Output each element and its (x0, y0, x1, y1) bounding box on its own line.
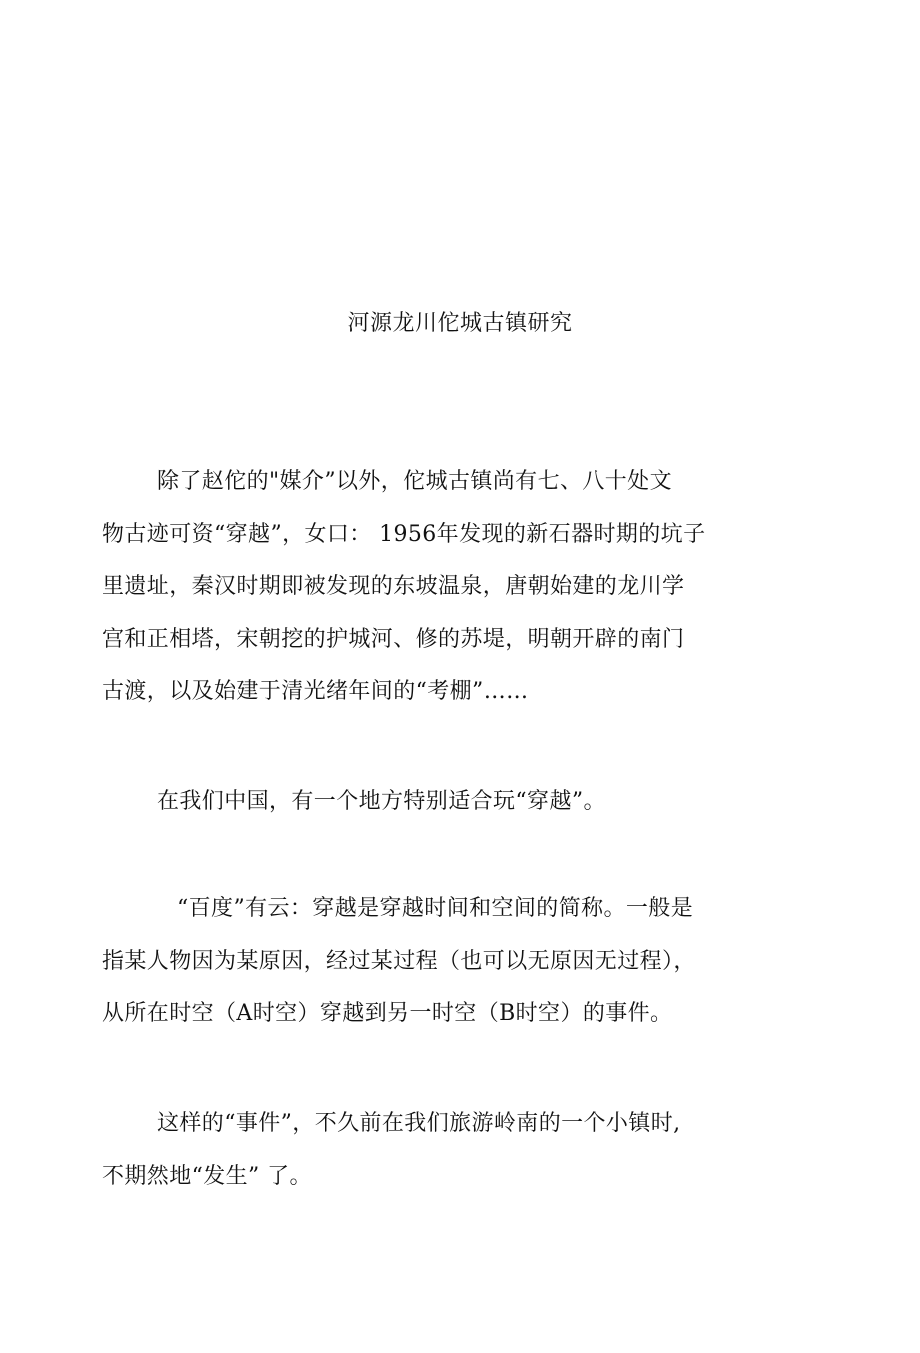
paragraph-line: 古渡，以及始建于清光绪年间的“考棚”…… (102, 679, 529, 704)
paragraph-line: 在我们中国，有一个地方特别适合玩“穿越”。 (157, 789, 606, 814)
paragraph-baidu-definition (102, 893, 802, 1051)
paragraph-china-place (102, 786, 802, 839)
paragraph-heritage-sites (102, 466, 802, 729)
paragraph-line: 里遗址，秦汉时期即被发现的东坡温泉，唐朝始建的龙川学 (102, 574, 685, 599)
paragraph-line: 除了赵佗的"媒介”以外，佗城古镇尚有七、八十处文 (157, 469, 672, 494)
paragraph-event (102, 1108, 802, 1213)
document-title: 河源龙川佗城古镇研究 (347, 311, 573, 336)
paragraph-line: 从所在时空（A时空）穿越到另一时空（B时空）的事件。 (102, 1001, 673, 1026)
paragraph-line: “百度”有云：穿越是穿越时间和空间的简称。一般是 (177, 896, 694, 921)
paragraph-line: 宫和正相塔，宋朝挖的护城河、修的苏堤，明朝开辟的南门 (102, 626, 685, 652)
paragraph-line: 这样的“事件”，不久前在我们旅游岭南的一个小镇时, (157, 1111, 681, 1136)
paragraph-line: 不期然地“发生” 了。 (102, 1163, 312, 1189)
paragraph-line: 物古迹可资“穿越”，女口： 1956年发现的新石器时期的坑子 (102, 521, 706, 547)
paragraph-line: 指某人物因为某原因，经过某过程（也可以无原因无过程）， (102, 948, 696, 974)
